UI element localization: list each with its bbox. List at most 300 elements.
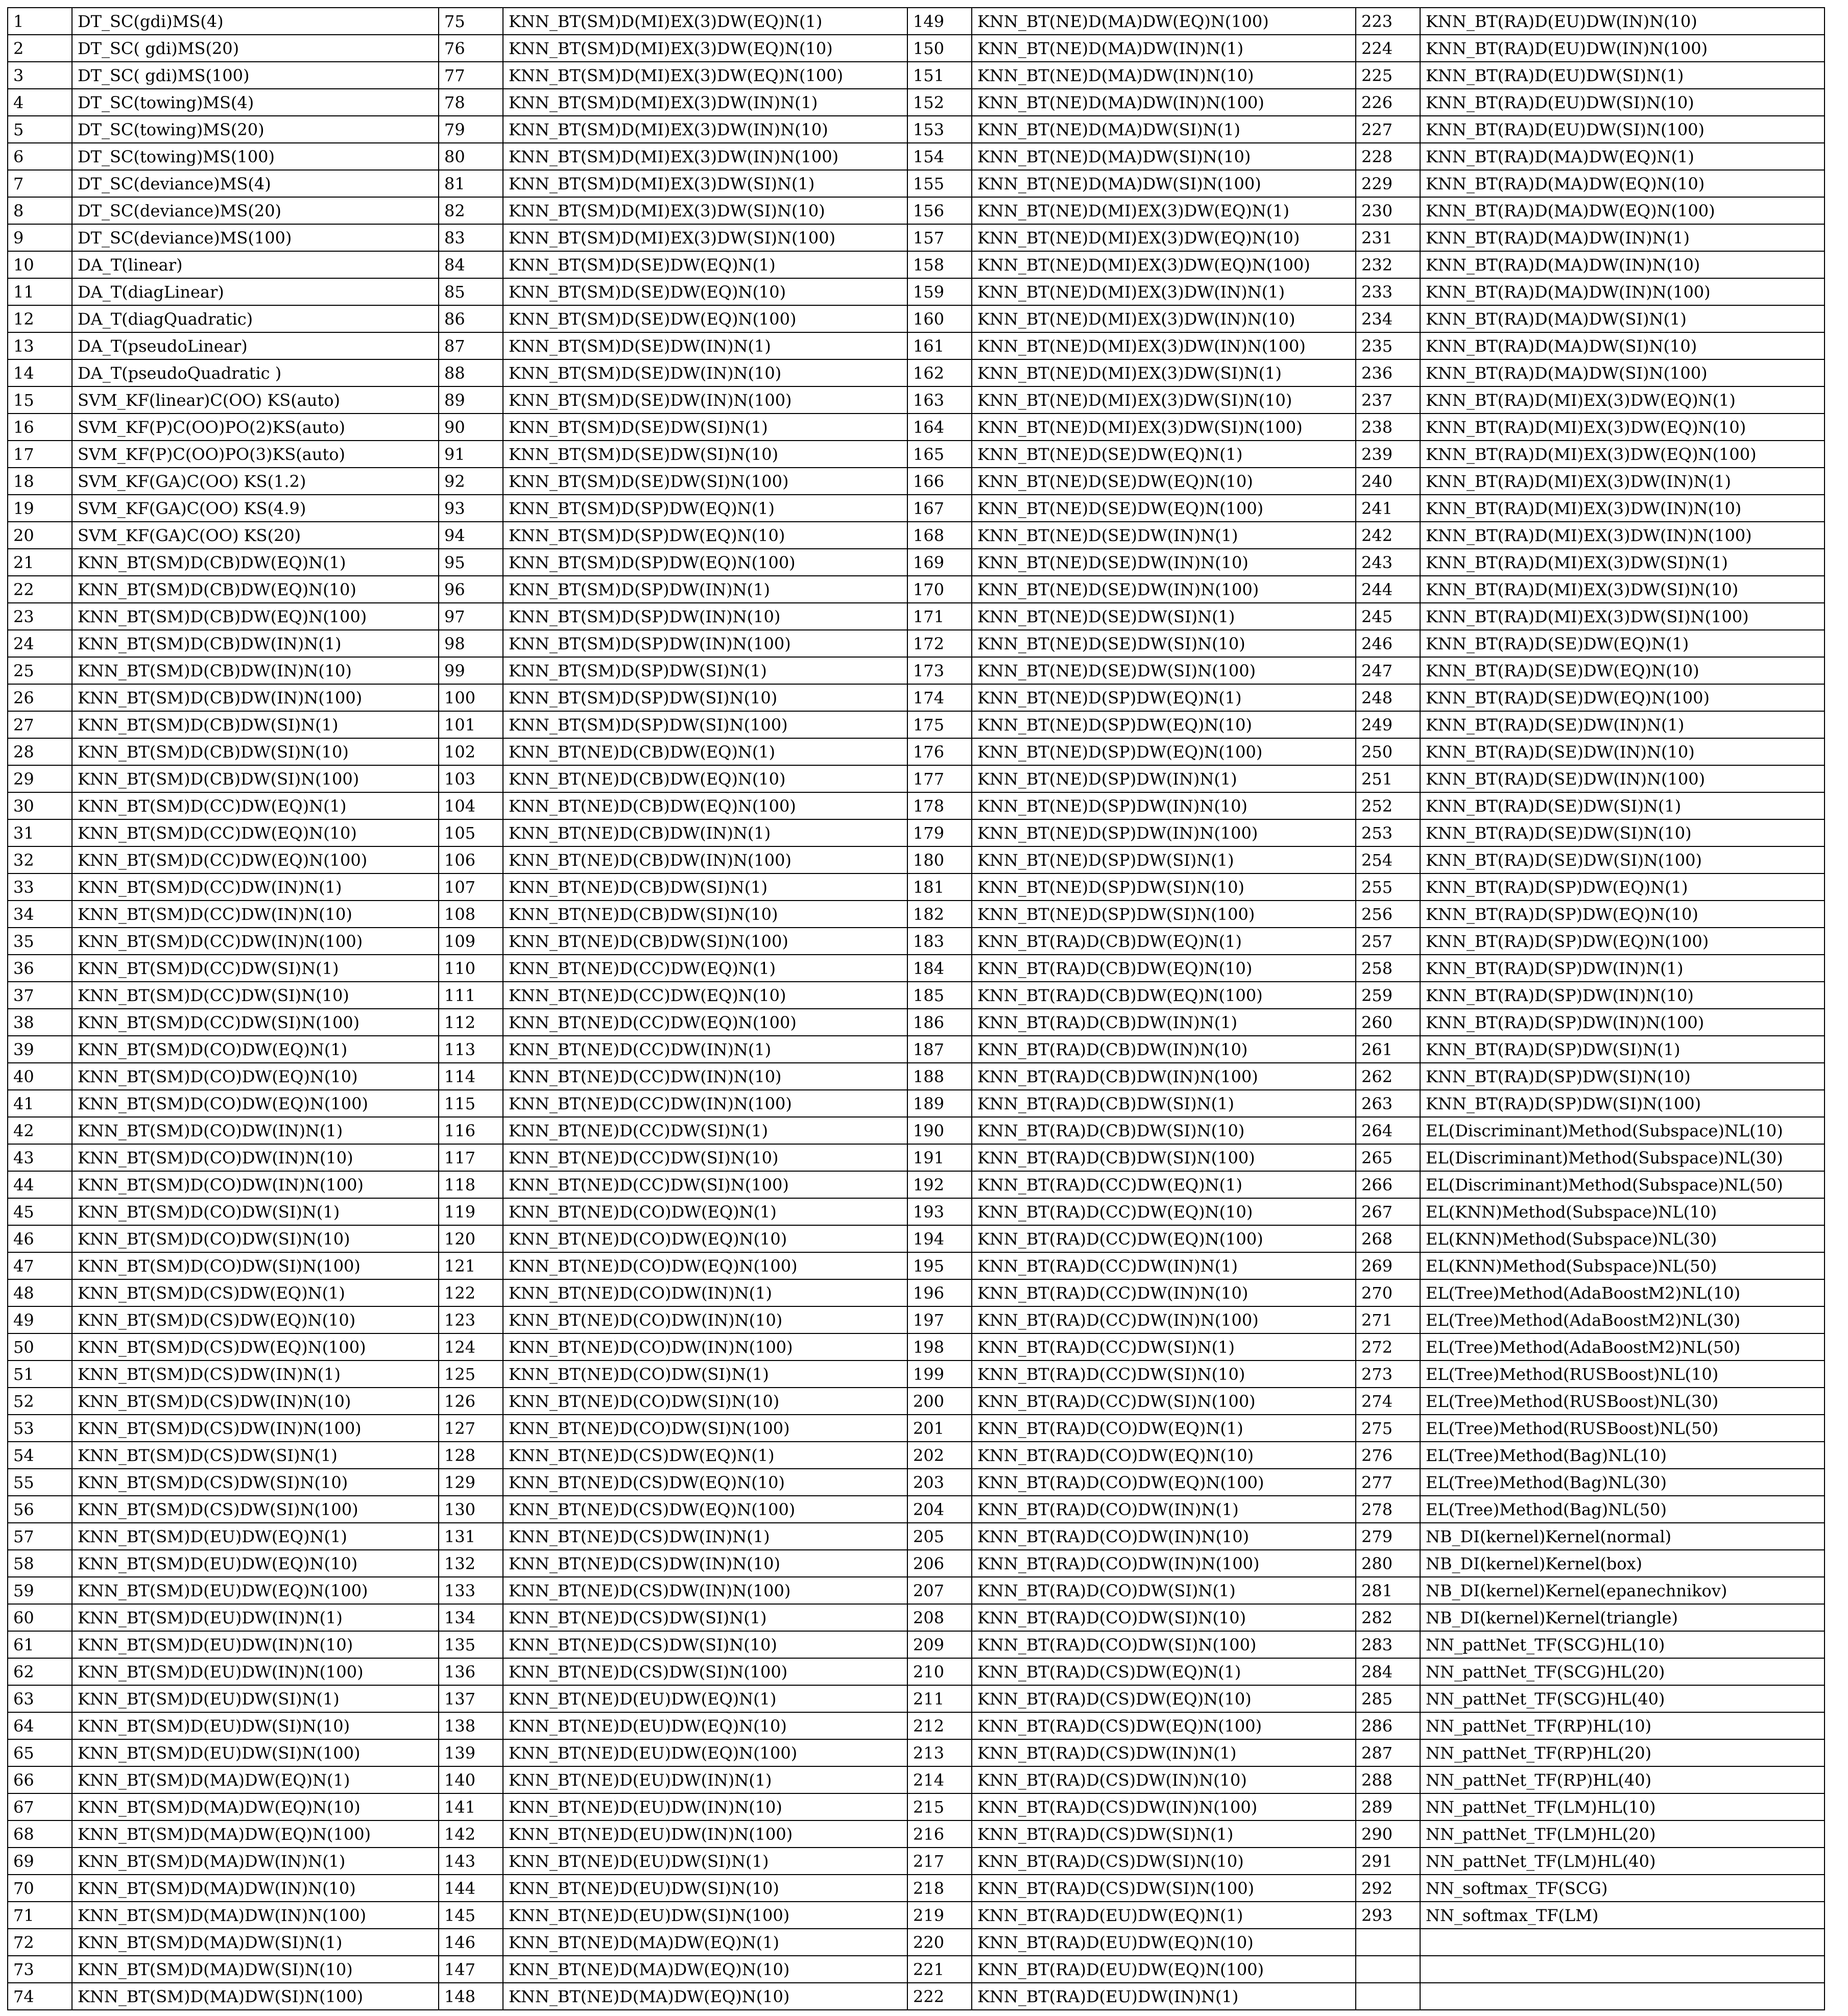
row-number-cell: 117 — [439, 1144, 503, 1171]
row-number-cell: 153 — [907, 116, 972, 143]
table-row — [8, 1415, 1825, 1442]
row-number-cell: 59 — [8, 1577, 72, 1604]
row-number-cell: 130 — [439, 1496, 503, 1523]
row-number-cell: 256 — [1356, 901, 1420, 928]
table-row — [8, 819, 1825, 846]
classifier-name-cell: EL(Tree)Method(AdaBoostM2)NL(30) — [1420, 1306, 1825, 1333]
row-number-cell: 224 — [1356, 35, 1420, 62]
row-number-cell: 106 — [439, 846, 503, 873]
row-number-cell: 77 — [439, 62, 503, 89]
classifier-name-cell: KNN_BT(NE)D(CO)DW(IN)N(10) — [503, 1306, 907, 1333]
classifier-name-cell: KNN_BT(NE)D(CO)DW(EQ)N(100) — [503, 1252, 907, 1279]
classifier-name-cell: KNN_BT(SM)D(SE)DW(IN)N(1) — [503, 332, 907, 359]
row-number-cell: 55 — [8, 1469, 72, 1496]
row-number-cell: 98 — [439, 630, 503, 657]
row-number-cell: 284 — [1356, 1658, 1420, 1685]
classifier-name-cell: NN_pattNet_TF(LM)HL(40) — [1420, 1848, 1825, 1875]
row-number-cell: 155 — [907, 170, 972, 197]
classifier-name-cell: KNN_BT(SM)D(CB)DW(EQ)N(10) — [72, 576, 439, 603]
row-number-cell: 170 — [907, 576, 972, 603]
row-number-cell: 270 — [1356, 1279, 1420, 1306]
classifier-name-cell: KNN_BT(NE)D(SE)DW(EQ)N(100) — [972, 495, 1356, 522]
row-number-cell: 149 — [907, 8, 972, 35]
row-number-cell: 25 — [8, 657, 72, 684]
table-row — [8, 62, 1825, 89]
classifier-name-cell: KNN_BT(NE)D(SP)DW(SI)N(1) — [972, 846, 1356, 873]
row-number-cell: 3 — [8, 62, 72, 89]
row-number-cell: 150 — [907, 35, 972, 62]
row-number-cell: 36 — [8, 955, 72, 982]
classifier-name-cell: KNN_BT(RA)D(CB)DW(SI)N(100) — [972, 1144, 1356, 1171]
row-number-cell: 175 — [907, 711, 972, 738]
classifier-name-cell: KNN_BT(RA)D(SE)DW(EQ)N(100) — [1420, 684, 1825, 711]
classifier-name-cell: KNN_BT(RA)D(MA)DW(SI)N(100) — [1420, 359, 1825, 386]
classifier-name-cell: KNN_BT(RA)D(MA)DW(IN)N(100) — [1420, 278, 1825, 305]
classifier-name-cell: KNN_BT(RA)D(CS)DW(IN)N(1) — [972, 1739, 1356, 1766]
classifier-name-cell: KNN_BT(NE)D(SP)DW(IN)N(1) — [972, 765, 1356, 792]
classifier-name-cell: KNN_BT(NE)D(EU)DW(EQ)N(1) — [503, 1685, 907, 1712]
classifier-name-cell: KNN_BT(SM)D(CO)DW(IN)N(100) — [72, 1171, 439, 1198]
row-number-cell: 109 — [439, 928, 503, 955]
classifier-name-cell: KNN_BT(RA)D(MI)EX(3)DW(SI)N(1) — [1420, 549, 1825, 576]
classifier-name-cell: KNN_BT(RA)D(CO)DW(SI)N(100) — [972, 1631, 1356, 1658]
row-number-cell: 227 — [1356, 116, 1420, 143]
row-number-cell: 178 — [907, 792, 972, 819]
classifier-name-cell: NN_softmax_TF(SCG) — [1420, 1875, 1825, 1902]
classifier-name-cell: NB_DI(kernel)Kernel(epanechnikov) — [1420, 1577, 1825, 1604]
row-number-cell: 128 — [439, 1442, 503, 1469]
row-number-cell: 115 — [439, 1090, 503, 1117]
row-number-cell: 225 — [1356, 62, 1420, 89]
classifier-name-cell: KNN_BT(SM)D(SE)DW(SI)N(1) — [503, 414, 907, 441]
table-row — [8, 684, 1825, 711]
classifier-name-cell: KNN_BT(RA)D(CO)DW(EQ)N(1) — [972, 1415, 1356, 1442]
classifier-name-cell: KNN_BT(NE)D(EU)DW(SI)N(100) — [503, 1902, 907, 1929]
classifier-name-cell: EL(KNN)Method(Subspace)NL(30) — [1420, 1225, 1825, 1252]
row-number-cell: 71 — [8, 1902, 72, 1929]
classifier-name-cell: KNN_BT(SM)D(SP)DW(EQ)N(1) — [503, 495, 907, 522]
table-row — [8, 441, 1825, 468]
classifier-name-cell: KNN_BT(NE)D(CO)DW(IN)N(100) — [503, 1333, 907, 1361]
classifier-name-cell: KNN_BT(SM)D(SP)DW(EQ)N(100) — [503, 549, 907, 576]
classifier-name-cell: KNN_BT(NE)D(SE)DW(IN)N(100) — [972, 576, 1356, 603]
classifier-name-cell: EL(Tree)Method(Bag)NL(10) — [1420, 1442, 1825, 1469]
classifier-name-cell: KNN_BT(SM)D(SE)DW(EQ)N(100) — [503, 305, 907, 332]
table-row — [8, 603, 1825, 630]
classifier-name-cell: KNN_BT(RA)D(EU)DW(SI)N(1) — [1420, 62, 1825, 89]
row-number-cell: 269 — [1356, 1252, 1420, 1279]
row-number-cell: 223 — [1356, 8, 1420, 35]
classifier-name-cell: KNN_BT(SM)D(SE)DW(IN)N(10) — [503, 359, 907, 386]
classifier-name-cell: KNN_BT(NE)D(CB)DW(IN)N(1) — [503, 819, 907, 846]
classifier-name-cell: KNN_BT(RA)D(CB)DW(EQ)N(100) — [972, 982, 1356, 1009]
classifier-name-cell: KNN_BT(RA)D(MI)EX(3)DW(EQ)N(100) — [1420, 441, 1825, 468]
row-number-cell: 67 — [8, 1793, 72, 1820]
classifier-name-cell: KNN_BT(RA)D(CB)DW(EQ)N(10) — [972, 955, 1356, 982]
row-number-cell: 179 — [907, 819, 972, 846]
classifier-name-cell: KNN_BT(RA)D(CC)DW(IN)N(10) — [972, 1279, 1356, 1306]
row-number-cell: 200 — [907, 1388, 972, 1415]
row-number-cell: 233 — [1356, 278, 1420, 305]
classifier-name-cell: KNN_BT(RA)D(CS)DW(SI)N(1) — [972, 1820, 1356, 1848]
classifier-name-cell: KNN_BT(NE)D(MI)EX(3)DW(EQ)N(1) — [972, 197, 1356, 224]
classifier-name-cell: KNN_BT(RA)D(EU)DW(IN)N(10) — [1420, 8, 1825, 35]
classifier-name-cell: KNN_BT(NE)D(CC)DW(SI)N(10) — [503, 1144, 907, 1171]
row-number-cell: 132 — [439, 1550, 503, 1577]
classifier-name-cell: KNN_BT(NE)D(CB)DW(EQ)N(1) — [503, 738, 907, 765]
row-number-cell: 124 — [439, 1333, 503, 1361]
classifier-name-cell — [1420, 1929, 1825, 1956]
classifier-name-cell: DT_SC( gdi)MS(20) — [72, 35, 439, 62]
row-number-cell: 89 — [439, 386, 503, 414]
row-number-cell: 86 — [439, 305, 503, 332]
row-number-cell: 253 — [1356, 819, 1420, 846]
row-number-cell: 247 — [1356, 657, 1420, 684]
table-row — [8, 846, 1825, 873]
classifier-name-cell: KNN_BT(NE)D(MI)EX(3)DW(SI)N(100) — [972, 414, 1356, 441]
classifier-name-cell: KNN_BT(RA)D(CO)DW(IN)N(10) — [972, 1523, 1356, 1550]
row-number-cell: 196 — [907, 1279, 972, 1306]
table-row — [8, 522, 1825, 549]
row-number-cell: 145 — [439, 1902, 503, 1929]
classifier-name-cell: KNN_BT(RA)D(SP)DW(SI)N(1) — [1420, 1036, 1825, 1063]
row-number-cell — [1356, 1983, 1420, 2010]
classifier-name-cell: KNN_BT(RA)D(CS)DW(EQ)N(10) — [972, 1685, 1356, 1712]
classifier-name-cell: KNN_BT(RA)D(CO)DW(SI)N(10) — [972, 1604, 1356, 1631]
classifier-name-cell: KNN_BT(SM)D(EU)DW(IN)N(1) — [72, 1604, 439, 1631]
row-number-cell: 27 — [8, 711, 72, 738]
row-number-cell: 114 — [439, 1063, 503, 1090]
classifier-name-cell: KNN_BT(NE)D(MA)DW(EQ)N(10) — [503, 1983, 907, 2010]
classifier-name-cell: KNN_BT(RA)D(CO)DW(EQ)N(100) — [972, 1469, 1356, 1496]
row-number-cell: 241 — [1356, 495, 1420, 522]
classifier-name-cell: KNN_BT(SM)D(CS)DW(IN)N(100) — [72, 1415, 439, 1442]
classifier-name-cell: KNN_BT(NE)D(CC)DW(EQ)N(10) — [503, 982, 907, 1009]
table-row — [8, 576, 1825, 603]
row-number-cell: 133 — [439, 1577, 503, 1604]
classifier-name-cell: KNN_BT(SM)D(SP)DW(SI)N(1) — [503, 657, 907, 684]
classifier-name-cell: KNN_BT(NE)D(CS)DW(IN)N(10) — [503, 1550, 907, 1577]
classifier-name-cell: KNN_BT(SM)D(CO)DW(EQ)N(1) — [72, 1036, 439, 1063]
row-number-cell: 112 — [439, 1009, 503, 1036]
row-number-cell: 176 — [907, 738, 972, 765]
classifier-name-cell: DT_SC(deviance)MS(4) — [72, 170, 439, 197]
classifier-name-cell: KNN_BT(RA)D(CC)DW(IN)N(1) — [972, 1252, 1356, 1279]
table-row — [8, 1171, 1825, 1198]
classifier-name-cell: KNN_BT(RA)D(MA)DW(SI)N(1) — [1420, 305, 1825, 332]
row-number-cell: 75 — [439, 8, 503, 35]
row-number-cell: 15 — [8, 386, 72, 414]
classifier-name-cell: KNN_BT(SM)D(SP)DW(IN)N(100) — [503, 630, 907, 657]
classifier-name-cell: KNN_BT(RA)D(MA)DW(IN)N(10) — [1420, 251, 1825, 278]
table-row — [8, 414, 1825, 441]
classifier-name-cell: KNN_BT(SM)D(MA)DW(EQ)N(100) — [72, 1820, 439, 1848]
classifier-name-cell: KNN_BT(RA)D(MI)EX(3)DW(EQ)N(10) — [1420, 414, 1825, 441]
row-number-cell: 131 — [439, 1523, 503, 1550]
classifier-name-cell: KNN_BT(SM)D(SP)DW(SI)N(100) — [503, 711, 907, 738]
classifier-name-cell: KNN_BT(SM)D(CS)DW(SI)N(10) — [72, 1469, 439, 1496]
row-number-cell: 262 — [1356, 1063, 1420, 1090]
row-number-cell: 4 — [8, 89, 72, 116]
classifier-name-cell: KNN_BT(NE)D(MI)EX(3)DW(EQ)N(10) — [972, 224, 1356, 251]
row-number-cell: 289 — [1356, 1793, 1420, 1820]
classifier-name-cell: KNN_BT(RA)D(SE)DW(IN)N(10) — [1420, 738, 1825, 765]
classifier-name-cell: KNN_BT(SM)D(EU)DW(SI)N(1) — [72, 1685, 439, 1712]
row-number-cell: 285 — [1356, 1685, 1420, 1712]
row-number-cell: 263 — [1356, 1090, 1420, 1117]
row-number-cell: 122 — [439, 1279, 503, 1306]
classifier-name-cell: EL(KNN)Method(Subspace)NL(50) — [1420, 1252, 1825, 1279]
classifier-name-cell: KNN_BT(RA)D(CS)DW(SI)N(100) — [972, 1875, 1356, 1902]
classifier-name-cell: KNN_BT(SM)D(CS)DW(IN)N(10) — [72, 1388, 439, 1415]
classifier-name-cell: KNN_BT(NE)D(CO)DW(IN)N(1) — [503, 1279, 907, 1306]
row-number-cell: 60 — [8, 1604, 72, 1631]
row-number-cell: 258 — [1356, 955, 1420, 982]
classifier-name-cell: KNN_BT(NE)D(CC)DW(IN)N(10) — [503, 1063, 907, 1090]
row-number-cell: 40 — [8, 1063, 72, 1090]
row-number-cell: 13 — [8, 332, 72, 359]
classifier-name-cell: KNN_BT(RA)D(MA)DW(EQ)N(100) — [1420, 197, 1825, 224]
row-number-cell: 104 — [439, 792, 503, 819]
classifier-name-cell: DT_SC(deviance)MS(100) — [72, 224, 439, 251]
row-number-cell: 22 — [8, 576, 72, 603]
row-number-cell: 96 — [439, 576, 503, 603]
row-number-cell: 160 — [907, 305, 972, 332]
row-number-cell: 38 — [8, 1009, 72, 1036]
classifier-name-cell: SVM_KF(linear)C(OO) KS(auto) — [72, 386, 439, 414]
row-number-cell: 30 — [8, 792, 72, 819]
classifier-name-cell: DT_SC(deviance)MS(20) — [72, 197, 439, 224]
table-row — [8, 982, 1825, 1009]
table-row — [8, 1279, 1825, 1306]
classifier-name-cell: KNN_BT(RA)D(CS)DW(EQ)N(1) — [972, 1658, 1356, 1685]
row-number-cell: 192 — [907, 1171, 972, 1198]
row-number-cell: 158 — [907, 251, 972, 278]
row-number-cell: 159 — [907, 278, 972, 305]
row-number-cell: 167 — [907, 495, 972, 522]
row-number-cell: 286 — [1356, 1712, 1420, 1739]
classifier-name-cell: KNN_BT(SM)D(CO)DW(SI)N(10) — [72, 1225, 439, 1252]
classifier-name-cell: KNN_BT(RA)D(CO)DW(SI)N(1) — [972, 1577, 1356, 1604]
row-number-cell: 221 — [907, 1956, 972, 1983]
classifier-name-cell: KNN_BT(NE)D(SP)DW(EQ)N(10) — [972, 711, 1356, 738]
row-number-cell: 81 — [439, 170, 503, 197]
classifier-name-cell: KNN_BT(RA)D(MI)EX(3)DW(EQ)N(1) — [1420, 386, 1825, 414]
row-number-cell: 19 — [8, 495, 72, 522]
row-number-cell: 37 — [8, 982, 72, 1009]
row-number-cell: 242 — [1356, 522, 1420, 549]
classifier-name-cell: KNN_BT(RA)D(CC)DW(IN)N(100) — [972, 1306, 1356, 1333]
classifier-name-cell: KNN_BT(RA)D(EU)DW(EQ)N(1) — [972, 1902, 1356, 1929]
row-number-cell: 215 — [907, 1793, 972, 1820]
table-row — [8, 1875, 1825, 1902]
row-number-cell: 271 — [1356, 1306, 1420, 1333]
row-number-cell: 88 — [439, 359, 503, 386]
row-number-cell: 199 — [907, 1361, 972, 1388]
row-number-cell: 24 — [8, 630, 72, 657]
classifier-name-cell: KNN_BT(SM)D(EU)DW(SI)N(100) — [72, 1739, 439, 1766]
row-number-cell: 292 — [1356, 1875, 1420, 1902]
row-number-cell: 100 — [439, 684, 503, 711]
classifier-name-cell: KNN_BT(NE)D(SP)DW(SI)N(10) — [972, 873, 1356, 901]
classifier-name-cell: KNN_BT(SM)D(CS)DW(SI)N(1) — [72, 1442, 439, 1469]
classifier-name-cell: KNN_BT(NE)D(CB)DW(EQ)N(100) — [503, 792, 907, 819]
row-number-cell: 85 — [439, 278, 503, 305]
classifier-name-cell: KNN_BT(RA)D(SE)DW(SI)N(10) — [1420, 819, 1825, 846]
table-row — [8, 35, 1825, 62]
classifier-name-cell: KNN_BT(RA)D(CS)DW(IN)N(100) — [972, 1793, 1356, 1820]
classifier-name-cell: NN_softmax_TF(LM) — [1420, 1902, 1825, 1929]
table-row — [8, 170, 1825, 197]
table-row — [8, 549, 1825, 576]
classifier-name-cell: KNN_BT(SM)D(MI)EX(3)DW(IN)N(10) — [503, 116, 907, 143]
row-number-cell: 78 — [439, 89, 503, 116]
classifier-name-cell: KNN_BT(RA)D(SP)DW(SI)N(100) — [1420, 1090, 1825, 1117]
table-row — [8, 928, 1825, 955]
row-number-cell: 148 — [439, 1983, 503, 2010]
row-number-cell: 54 — [8, 1442, 72, 1469]
row-number-cell: 246 — [1356, 630, 1420, 657]
classifier-name-cell: KNN_BT(NE)D(CC)DW(SI)N(100) — [503, 1171, 907, 1198]
classifier-name-cell: KNN_BT(RA)D(SP)DW(SI)N(10) — [1420, 1063, 1825, 1090]
classifier-name-cell: KNN_BT(RA)D(SE)DW(SI)N(1) — [1420, 792, 1825, 819]
row-number-cell: 17 — [8, 441, 72, 468]
row-number-cell: 235 — [1356, 332, 1420, 359]
table-row — [8, 1983, 1825, 2010]
table-row — [8, 1198, 1825, 1225]
row-number-cell: 250 — [1356, 738, 1420, 765]
row-number-cell: 264 — [1356, 1117, 1420, 1144]
row-number-cell: 222 — [907, 1983, 972, 2010]
classifier-name-cell: EL(Tree)Method(AdaBoostM2)NL(50) — [1420, 1333, 1825, 1361]
classifier-name-cell: KNN_BT(SM)D(MI)EX(3)DW(SI)N(1) — [503, 170, 907, 197]
classifier-name-cell: KNN_BT(SM)D(EU)DW(IN)N(100) — [72, 1658, 439, 1685]
row-number-cell: 183 — [907, 928, 972, 955]
classifier-name-cell: KNN_BT(RA)D(CC)DW(SI)N(10) — [972, 1361, 1356, 1388]
classifier-name-cell: KNN_BT(NE)D(MA)DW(SI)N(1) — [972, 116, 1356, 143]
classifier-name-cell: KNN_BT(NE)D(MA)DW(IN)N(100) — [972, 89, 1356, 116]
classifier-name-cell: KNN_BT(SM)D(CC)DW(SI)N(1) — [72, 955, 439, 982]
row-number-cell: 181 — [907, 873, 972, 901]
classifier-name-cell: KNN_BT(SM)D(SP)DW(IN)N(10) — [503, 603, 907, 630]
classifier-name-cell: KNN_BT(SM)D(SE)DW(IN)N(100) — [503, 386, 907, 414]
row-number-cell: 209 — [907, 1631, 972, 1658]
classifier-name-cell: KNN_BT(RA)D(SP)DW(EQ)N(10) — [1420, 901, 1825, 928]
row-number-cell: 261 — [1356, 1036, 1420, 1063]
row-number-cell: 87 — [439, 332, 503, 359]
row-number-cell: 56 — [8, 1496, 72, 1523]
classifier-name-cell: KNN_BT(NE)D(CO)DW(EQ)N(1) — [503, 1198, 907, 1225]
classifier-name-cell: KNN_BT(RA)D(MI)EX(3)DW(IN)N(10) — [1420, 495, 1825, 522]
classifier-name-cell: KNN_BT(SM)D(CO)DW(EQ)N(100) — [72, 1090, 439, 1117]
classifier-name-cell: SVM_KF(P)C(OO)PO(3)KS(auto) — [72, 441, 439, 468]
row-number-cell: 105 — [439, 819, 503, 846]
row-number-cell: 50 — [8, 1333, 72, 1361]
classifier-name-cell: KNN_BT(RA)D(CB)DW(SI)N(10) — [972, 1117, 1356, 1144]
row-number-cell: 184 — [907, 955, 972, 982]
row-number-cell: 278 — [1356, 1496, 1420, 1523]
classifier-name-cell: KNN_BT(NE)D(CS)DW(EQ)N(1) — [503, 1442, 907, 1469]
row-number-cell: 162 — [907, 359, 972, 386]
table-row — [8, 1902, 1825, 1929]
table-row — [8, 1848, 1825, 1875]
row-number-cell: 274 — [1356, 1388, 1420, 1415]
classifier-name-cell: NB_DI(kernel)Kernel(box) — [1420, 1550, 1825, 1577]
classifier-name-cell: KNN_BT(NE)D(EU)DW(EQ)N(10) — [503, 1712, 907, 1739]
row-number-cell: 20 — [8, 522, 72, 549]
table-row — [8, 873, 1825, 901]
row-number-cell: 31 — [8, 819, 72, 846]
classifier-name-cell: KNN_BT(SM)D(SE)DW(SI)N(100) — [503, 468, 907, 495]
classifier-name-cell: KNN_BT(RA)D(SE)DW(SI)N(100) — [1420, 846, 1825, 873]
row-number-cell: 202 — [907, 1442, 972, 1469]
table-row — [8, 1793, 1825, 1820]
classifier-name-cell: EL(Tree)Method(AdaBoostM2)NL(10) — [1420, 1279, 1825, 1306]
classifier-name-cell: KNN_BT(RA)D(MA)DW(EQ)N(10) — [1420, 170, 1825, 197]
classifier-name-cell: KNN_BT(RA)D(CO)DW(EQ)N(10) — [972, 1442, 1356, 1469]
classifier-name-cell: KNN_BT(SM)D(MA)DW(SI)N(100) — [72, 1983, 439, 2010]
row-number-cell: 72 — [8, 1929, 72, 1956]
row-number-cell: 229 — [1356, 170, 1420, 197]
classifier-name-cell: KNN_BT(SM)D(CC)DW(EQ)N(100) — [72, 846, 439, 873]
classifier-name-cell: KNN_BT(SM)D(CS)DW(SI)N(100) — [72, 1496, 439, 1523]
row-number-cell: 29 — [8, 765, 72, 792]
classifier-name-cell: KNN_BT(RA)D(CC)DW(EQ)N(1) — [972, 1171, 1356, 1198]
table-row — [8, 89, 1825, 116]
row-number-cell: 97 — [439, 603, 503, 630]
row-number-cell: 48 — [8, 1279, 72, 1306]
row-number-cell: 219 — [907, 1902, 972, 1929]
classifier-name-cell: KNN_BT(SM)D(SP)DW(EQ)N(10) — [503, 522, 907, 549]
row-number-cell: 245 — [1356, 603, 1420, 630]
classifier-name-cell: KNN_BT(SM)D(CO)DW(EQ)N(10) — [72, 1063, 439, 1090]
classifier-name-cell: DA_T(pseudoQuadratic ) — [72, 359, 439, 386]
classifier-name-cell: KNN_BT(RA)D(CC)DW(SI)N(100) — [972, 1388, 1356, 1415]
row-number-cell: 293 — [1356, 1902, 1420, 1929]
classifier-name-cell: KNN_BT(SM)D(MI)EX(3)DW(EQ)N(100) — [503, 62, 907, 89]
row-number-cell: 32 — [8, 846, 72, 873]
classifier-name-cell: KNN_BT(NE)D(MI)EX(3)DW(IN)N(10) — [972, 305, 1356, 332]
row-number-cell: 208 — [907, 1604, 972, 1631]
classifier-name-cell: KNN_BT(NE)D(CS)DW(SI)N(1) — [503, 1604, 907, 1631]
row-number-cell: 35 — [8, 928, 72, 955]
row-number-cell: 140 — [439, 1766, 503, 1793]
classifier-name-cell: KNN_BT(NE)D(SE)DW(SI)N(100) — [972, 657, 1356, 684]
table-row — [8, 1658, 1825, 1685]
row-number-cell: 134 — [439, 1604, 503, 1631]
classifier-name-cell: KNN_BT(RA)D(CS)DW(EQ)N(100) — [972, 1712, 1356, 1739]
row-number-cell — [1356, 1956, 1420, 1983]
classifier-name-cell: KNN_BT(SM)D(CB)DW(EQ)N(1) — [72, 549, 439, 576]
row-number-cell: 213 — [907, 1739, 972, 1766]
classifier-name-cell: KNN_BT(NE)D(CO)DW(SI)N(100) — [503, 1415, 907, 1442]
classifier-name-cell: KNN_BT(SM)D(CB)DW(EQ)N(100) — [72, 603, 439, 630]
row-number-cell: 41 — [8, 1090, 72, 1117]
classifier-name-cell: KNN_BT(RA)D(MA)DW(IN)N(1) — [1420, 224, 1825, 251]
classifier-name-cell: KNN_BT(NE)D(MA)DW(EQ)N(100) — [972, 8, 1356, 35]
table-row — [8, 1090, 1825, 1117]
classifier-name-cell: KNN_BT(NE)D(MA)DW(IN)N(1) — [972, 35, 1356, 62]
row-number-cell: 273 — [1356, 1361, 1420, 1388]
classifier-name-cell: EL(Discriminant)Method(Subspace)NL(30) — [1420, 1144, 1825, 1171]
row-number-cell: 63 — [8, 1685, 72, 1712]
classifier-name-cell: KNN_BT(SM)D(MA)DW(IN)N(10) — [72, 1875, 439, 1902]
row-number-cell: 214 — [907, 1766, 972, 1793]
classifier-name-cell: KNN_BT(RA)D(CB)DW(IN)N(100) — [972, 1063, 1356, 1090]
classifier-name-cell: KNN_BT(NE)D(CO)DW(EQ)N(10) — [503, 1225, 907, 1252]
classifier-name-cell: KNN_BT(SM)D(MI)EX(3)DW(SI)N(10) — [503, 197, 907, 224]
classifier-name-cell: SVM_KF(GA)C(OO) KS(4.9) — [72, 495, 439, 522]
